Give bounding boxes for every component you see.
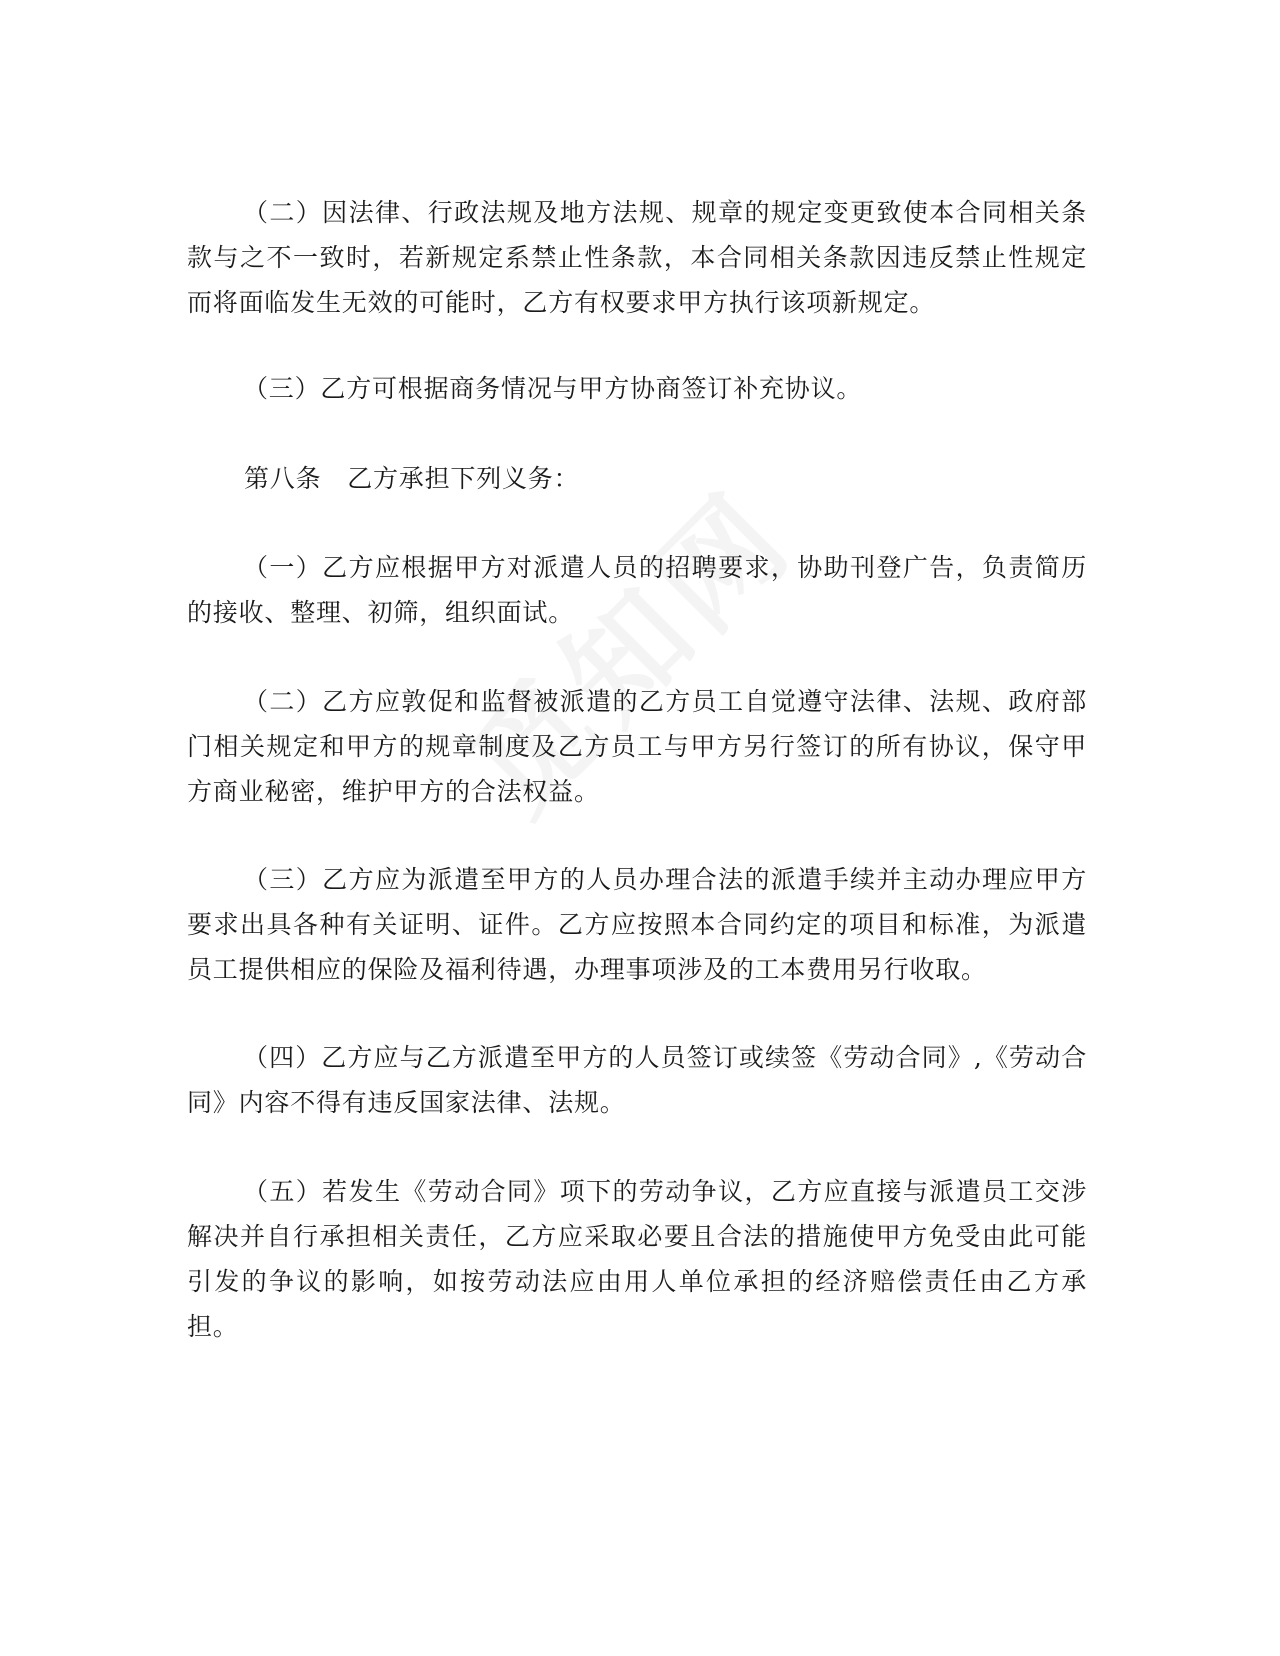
paragraph-clause-8-3: （三）乙方应为派遣至甲方的人员办理合法的派遣手续并主动办理应甲方要求出具各种有关证明、证件。乙方应按照本合同约定的项目和标准，为派遣员工提供相应的保险及福利待遇，办理事项涉及的工本费用另行收取。 <box>187 865 1087 984</box>
paragraph-clause-7-2: （二）因法律、行政法规及地方法规、规章的规定变更致使本合同相关条款与之不一致时，若新规定系禁止性条款，本合同相关条款因违反禁止性规定而将面临发生无效的可能时，乙方有权要求甲方执行该项新规定。 <box>187 198 1087 317</box>
article-8-heading: 第八条 乙方承担下列义务： <box>244 464 580 493</box>
paragraph-clause-8-1: （一）乙方应根据甲方对派遣人员的招聘要求，协助刊登广告，负责简历的接收、整理、初筛，组织面试。 <box>187 553 1087 627</box>
paragraph-clause-7-3: （三）乙方可根据商务情况与甲方协商签订补充协议。 <box>243 374 863 403</box>
paragraph-clause-8-5: （五）若发生《劳动合同》项下的劳动争议，乙方应直接与派遣员工交涉解决并自行承担相关责任，乙方应采取必要且合法的措施使甲方免受由此可能引发的争议的影响，如按劳动法应由用人单位承担的经济赔偿责任由乙方承担。 <box>187 1177 1087 1341</box>
paragraph-clause-8-2: （二）乙方应敦促和监督被派遣的乙方员工自觉遵守法律、法规、政府部门相关规定和甲方的规章制度及乙方员工与甲方另行签订的所有协议，保守甲方商业秘密，维护甲方的合法权益。 <box>187 687 1087 806</box>
paragraph-clause-8-4: （四）乙方应与乙方派遣至甲方的人员签订或续签《劳动合同》,《劳动合同》内容不得有违反国家法律、法规。 <box>187 1043 1087 1117</box>
